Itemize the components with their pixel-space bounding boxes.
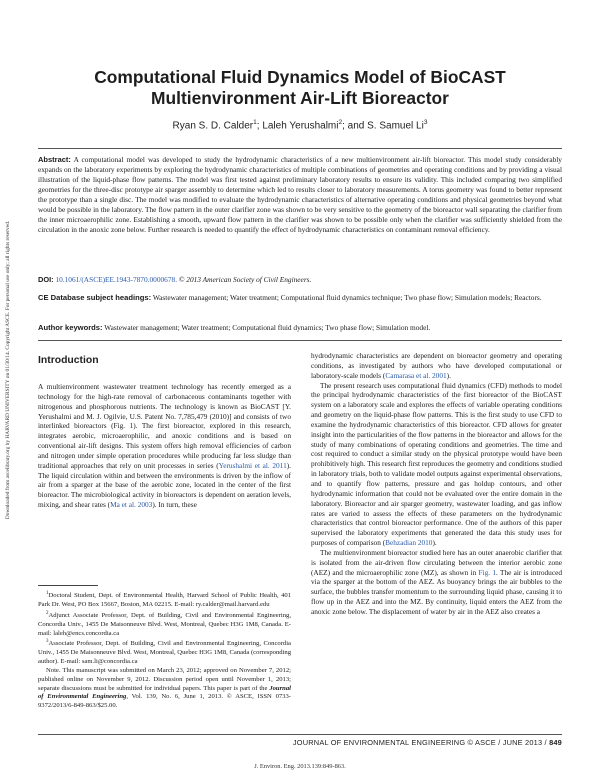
paragraph-text: ). bbox=[432, 538, 437, 548]
abstract-bottom-rule bbox=[38, 340, 562, 341]
section-heading-introduction: Introduction bbox=[38, 355, 99, 366]
citation-link[interactable]: Behzadian 2010 bbox=[385, 538, 433, 548]
paragraph-text: ). bbox=[446, 370, 451, 380]
paragraph-text: The multienvironment bioreactor studied here has an outer anaerobic clarifier that is isolated from the air-driven flow circulating between the interior aerobic zone (AEZ) and the microaerophilic zone (MZ), as shown in bbox=[311, 547, 562, 577]
journal-footer-text: JOURNAL OF ENVIRONMENTAL ENGINEERING © ASCE / JUNE 2013 / bbox=[292, 738, 550, 747]
page-number: 849 bbox=[549, 738, 562, 747]
author-affiliation-mark: 2 bbox=[338, 119, 343, 126]
citation-link[interactable]: Yerushalmi et al. 2011 bbox=[218, 460, 287, 470]
title-line-2: Multienvironment Air-Lift Bioreactor bbox=[151, 88, 449, 108]
paragraph-text: ). The liquid circulation within and between the environments is driven by the inflow of air from a sparger at the base of the aerobic zone, located in the center of the first bioreactor. The microbiological activity in bioreactors is dependent on aeration levels, mixing, and shear rates ( bbox=[38, 460, 292, 510]
abstract-top-rule bbox=[38, 148, 562, 149]
paragraph-text: The present research uses computational fluid dynamics (CFD) methods to model the principal hydrodynamic characteristics of the first bioreactor of the BioCAST system on a laboratory scale and explores the effects of variable operating conditions and geometry on the liquid-phase flow patterns. This is the first study to use CFD to examine the hydrodynamic characteristics of this bioreactor. CFD allows for greater insight into the particularities of the flow patterns in the bioreactor and allows for the study of many combinations of operating conditions and geometries. The time and cost required to conduct a similar study on the physical prototype would have been prohibitively high. This research first reproduces the geometry and conditions studied in laboratory trials, both to validate model outputs against experimental observations, and to quantify flow patterns, pressure and gas holdup contours, and other hydrodynamic information that could not be evaluated over the entire domain in the laboratory. Bioreactor and air sparger geometry, wastewater loading, and gas inflow rates are varied to assess the effects of these parameters on the hydrodynamic characteristics that control bioreactor performance. One of the authors of this paper supervised the laboratory experiments that generated the data this study uses for purposes of comparison ( bbox=[311, 380, 562, 548]
download-watermark bbox=[2, 160, 14, 580]
author-separator: ; bbox=[256, 120, 263, 132]
doi-line bbox=[38, 275, 562, 285]
footnote-text: Associate Professor, Dept. of Building, Civil and Environmental Engineering, Concordia Univ., 1455 De Maisonneuve Blvd. West, Montreal, Quebec H3G 1M8, Canada (corresponding author). E-mail: sam.li@concordia.ca bbox=[38, 640, 291, 666]
author-name: S. Samuel Li bbox=[367, 120, 424, 132]
footnote-text: Doctoral Student, Dept. of Environmental Health, Harvard School of Public Health, 401 Park Dr. West, PO Box 15667, Boston, MA 02215. E-mail: ry.calder@mail.harvard.edu bbox=[38, 592, 291, 608]
author-keywords-label: Author keywords: bbox=[38, 323, 103, 332]
abstract-text: A computational model was developed to study the hydrodynamic characteristics of a new multienvironment air-lift bioreactor. This model study considerably expands on the laboratory experiments by exploring the hydrodynamic characteristics of multiple combinations of geometries and operating conditions and by providing a visual illustration of the liquid-phase flow patterns. The model was first tested against preliminary laboratory results to ensure its validity. This included comparing two simplified geometries for the three-disc prototype air sparger assembly to determine which led to results closer to laboratory measurements. A torus geometry was found to better represent the prototype than a single disc. The model was modified to evaluate the hydrodynamic characteristics of alternative operating conditions and physical geometries beyond what would be possible in the laboratory. The flow pattern in the outer clarifier zone was shown to be very sensitive to the geometry of the bioreactor wall separating the clarifier from the inner microaerophilic zone. Establishing a smooth, upward flow pattern in the clarifier was shown to be possible only when the clarifier was sufficiently shielded from the circulation in the anoxic zone below. Further research is needed to quantify the effect of hydrodynamic characteristics on contaminant removal efficiency. bbox=[38, 155, 562, 235]
paragraph bbox=[311, 548, 562, 617]
submission-note bbox=[38, 667, 291, 711]
copyright-notice: © 2013 American Society of Civil Engineers. bbox=[177, 275, 312, 284]
note-text: Note. This manuscript was submitted on March 23, 2012; approved on November 7, 2012; published online on November 9, 2012. Discussion period open until November 1, 2013; separate discussions must be submitted for individual papers. This paper is part of the bbox=[38, 666, 291, 692]
doi-link[interactable]: 10.1061/(ASCE)EE.1943-7870.0000678. bbox=[55, 275, 178, 284]
right-column bbox=[311, 351, 562, 617]
subject-headings bbox=[38, 293, 562, 303]
footnote-mark: 1 bbox=[46, 591, 49, 596]
citation-link[interactable]: Ma et al. 2003 bbox=[110, 500, 153, 510]
note-journal-name: Journal of Environmental Engineering bbox=[38, 684, 291, 701]
download-watermark-text: Downloaded from ascelibrary.org by HARVARD UNIVERSITY on 01/30/14. Copyright ASCE. For personal use only; all rights reserved. bbox=[5, 220, 11, 520]
note-text: , Vol. 139, No. 6, June 1, 2013. © ASCE, ISSN 0733-9372/2013/6-849-863/$25.00. bbox=[38, 693, 291, 710]
footnote-mark: 3 bbox=[46, 639, 49, 645]
paragraph-text: ). In turn, these bbox=[152, 500, 197, 510]
author-keywords-text: Wastewater management; Water treatment; Computational fluid dynamics; Two phase flow; Simulation model. bbox=[102, 323, 431, 332]
subject-headings-text: Wastewater management; Water treatment; Computational fluid dynamics technique; Two phase flow; Simulation models; Reactors. bbox=[151, 293, 542, 302]
author-name: Ryan S. D. Calder bbox=[172, 120, 254, 132]
left-column bbox=[38, 382, 291, 510]
paragraph-text: hydrodynamic characteristics are dependent on bioreactor geometry and operating conditions, as investigated by authors who have developed computational or laboratory-scale models ( bbox=[311, 351, 562, 380]
citation-footer: J. Environ. Eng. 2013.139:849-863. bbox=[254, 763, 346, 770]
paragraph-text: . The air is introduced via the sparger at the bottom of the AEZ. As buoyancy brings the air bubbles to the surface, the bubbles transfer momentum to the surrounding liquid phase, causing it to flow up in the AEZ and into the MZ. By continuity, liquid enters the AEZ from the anoxic zone below. The displacement of water by air in the AEZ also creates a bbox=[311, 567, 562, 616]
paper-title bbox=[40, 67, 560, 109]
author-separator: ; and bbox=[342, 120, 368, 132]
abstract bbox=[38, 155, 562, 235]
figure-link[interactable]: Fig. 1 bbox=[478, 567, 497, 577]
footnote bbox=[38, 638, 291, 667]
footer-rule bbox=[38, 734, 562, 735]
paragraph bbox=[38, 382, 291, 510]
doi-label: DOI: bbox=[38, 275, 54, 284]
author-affiliation-mark: 3 bbox=[423, 119, 428, 126]
author-list bbox=[40, 119, 560, 131]
running-footer bbox=[38, 738, 562, 747]
citation-link[interactable]: Camarasa et al. 2001 bbox=[385, 370, 447, 380]
paragraph-text: A multienvironment wastewater treatment technology has recently emerged as a technology for the high-rate removal of carbonaceous contaminants together with nitrogenous and phosphorous nutrients. The technology is known as BioCAST [Y. Yerushalmi and M. J. Ogilvie, U.S. Patent No. 7,785,479 (2010)] and consists of two interlinked bioreactors (Fig. 1). The first bioreactor, explored in this research, integrates aerobic, microaerophilic, and anoxic conditions and is based on conventional air-lift designs. This system offers high removal efficiencies of carbon and nitrogen under simple operation procedures while producing far less sludge than traditional approaches that rely on unit processes in series ( bbox=[38, 382, 291, 470]
footnote-rule bbox=[38, 585, 98, 586]
title-line-1: Computational Fluid Dynamics Model of BioCAST bbox=[94, 67, 506, 87]
footnote-mark: 2 bbox=[46, 610, 49, 616]
footnote bbox=[38, 590, 291, 610]
footnotes bbox=[38, 590, 291, 711]
abstract-label: Abstract: bbox=[38, 155, 71, 164]
subject-headings-label: CE Database subject headings: bbox=[38, 293, 152, 302]
author-keywords bbox=[38, 323, 562, 333]
paragraph bbox=[311, 351, 562, 381]
paragraph bbox=[311, 381, 562, 548]
footnote bbox=[38, 610, 291, 639]
footnote-text: Adjunct Associate Professor, Dept. of Building, Civil and Environmental Engineering, Concordia Univ., 1455 De Maisonneuve Blvd. West, Montreal, Quebec H3G 1M8, Canada. E-mail: laleh@encs.concordia.ca bbox=[38, 612, 291, 637]
author-name: Laleh Yerushalmi bbox=[262, 120, 339, 132]
author-affiliation-mark: 1 bbox=[253, 119, 257, 126]
